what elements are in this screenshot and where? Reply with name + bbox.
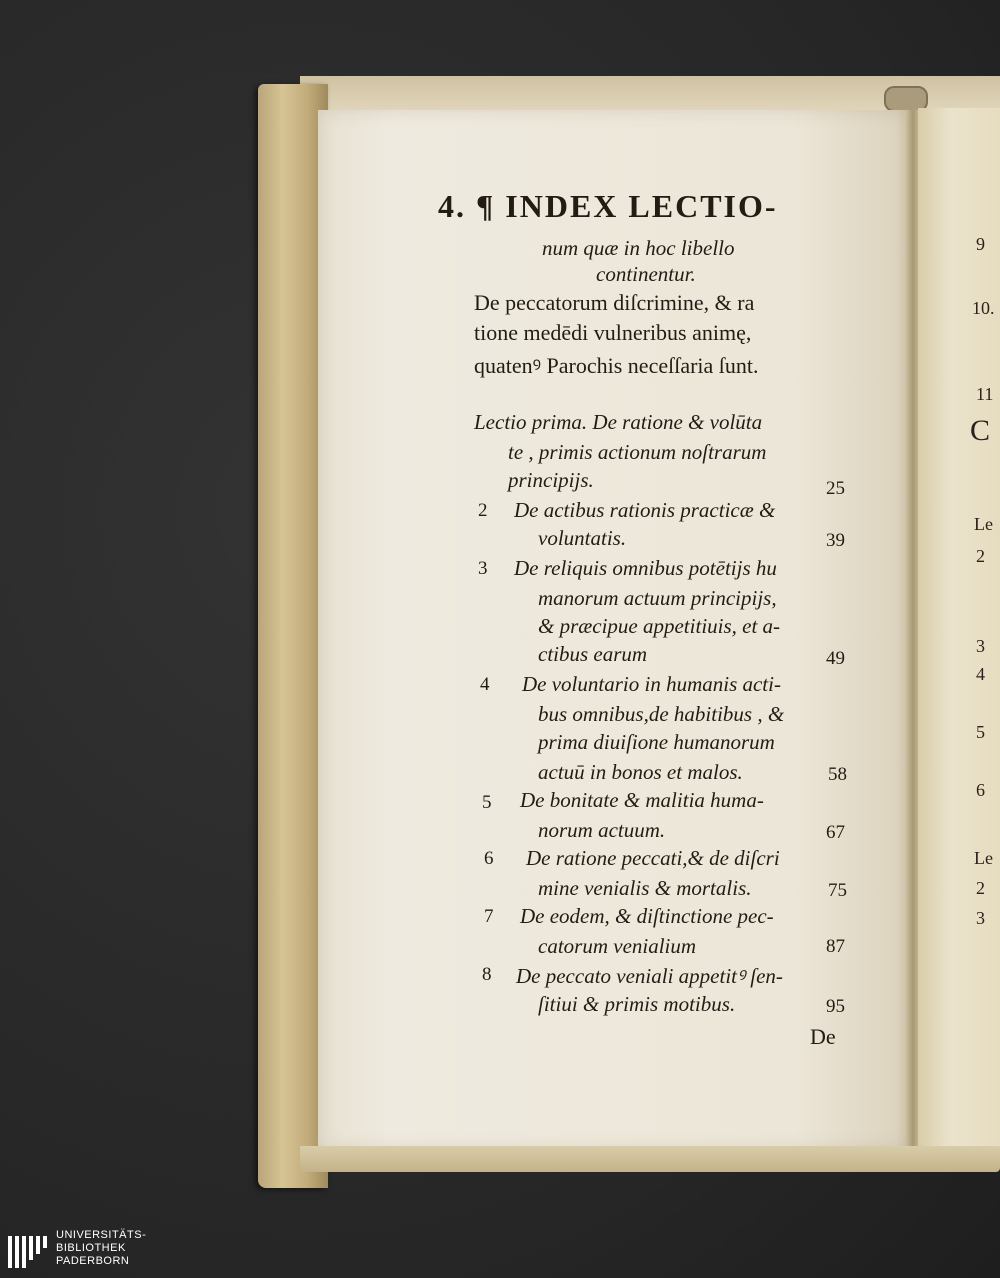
lectio-1-line-1: Lectio prima. De ratione & volūta xyxy=(474,410,763,434)
library-line-2: BIBLIOTHEK xyxy=(56,1242,126,1254)
lectio-1-line-3: principijs. xyxy=(508,468,594,492)
subtitle-line-2: continentur. xyxy=(596,262,696,286)
lectio-7-line-2: catorum venialium xyxy=(538,934,697,958)
right-margin-11: Le xyxy=(974,848,993,868)
right-margin-13: 3 xyxy=(976,908,985,928)
library-line-3: PADERBORN xyxy=(56,1255,130,1267)
lectio-6-page: 75 xyxy=(828,880,847,901)
lectio-2-line-2: voluntatis. xyxy=(538,526,627,550)
intro-line-1: De peccatorum diſcrimine, & ra xyxy=(474,290,755,315)
lectio-5-line-1: De bonitate & malitia huma- xyxy=(520,788,764,812)
intro-line-2: tione medēdi vulneribus animę, xyxy=(474,320,752,345)
lectio-2-number: 2 xyxy=(478,500,488,521)
right-margin-7: 3 xyxy=(976,636,985,656)
lectio-4-line-3: prima diuiſione humanorum xyxy=(538,730,775,754)
index-heading xyxy=(438,188,778,225)
subtitle-line-1: num quæ in hoc libello xyxy=(542,236,735,260)
lectio-3-line-2: manorum actuum principijs, xyxy=(538,586,777,610)
lectio-7-number: 7 xyxy=(484,906,494,927)
right-margin-2: 10. xyxy=(972,298,995,318)
library-name xyxy=(56,1229,146,1268)
heading-title: INDEX LECTIO- xyxy=(505,188,778,224)
right-margin-3: 11 xyxy=(976,384,994,404)
right-margin-9: 5 xyxy=(976,722,985,742)
lectio-3-number: 3 xyxy=(478,558,488,579)
lectio-1-line-2: te , primis actionum noſtrarum xyxy=(508,440,767,464)
lectio-3-page: 49 xyxy=(826,648,845,669)
lectio-5-number: 5 xyxy=(482,792,492,813)
lectio-7-page: 87 xyxy=(826,936,845,957)
lectio-4-line-1: De voluntario in humanis acti- xyxy=(522,672,781,696)
lectio-8-line-1: De peccato veniali appetitꝰ ſen- xyxy=(516,964,783,988)
page-number: 4. xyxy=(438,188,466,224)
lectio-2-page: 39 xyxy=(826,530,845,551)
right-margin-12: 2 xyxy=(976,878,985,898)
right-margin-10: 6 xyxy=(976,780,985,800)
lectio-6-line-2: mine venialis & mortalis. xyxy=(538,876,752,900)
library-line-1: UNIVERSITÄTS- xyxy=(56,1229,147,1241)
lectio-4-page: 58 xyxy=(828,764,847,785)
lectio-3-line-4: ctibus earum xyxy=(538,642,648,666)
lectio-4-number: 4 xyxy=(480,674,490,695)
lectio-2-line-1: De actibus rationis practicæ & xyxy=(514,498,776,522)
intro-line-3: quatenꝰ Parochis neceſſaria ſunt. xyxy=(474,353,759,378)
lectio-4-line-2: bus omnibus,de habitibus , & xyxy=(538,702,785,726)
lectio-6-line-1: De ratione peccati,& de diſcri xyxy=(526,846,780,870)
right-margin-1: 9 xyxy=(976,234,985,254)
lectio-5-line-2: norum actuum. xyxy=(538,818,666,842)
lectio-8-page: 95 xyxy=(826,996,845,1017)
lectio-8-number: 8 xyxy=(482,964,492,985)
lectio-4-line-4: actuū in bonos et malos. xyxy=(538,760,743,784)
library-logo-icon xyxy=(6,1232,50,1272)
lectio-3-line-1: De reliquis omnibus potētijs hu xyxy=(514,556,777,580)
right-margin-4: C xyxy=(970,414,991,447)
catchword: De xyxy=(810,1024,836,1049)
pilcrow-mark: ¶ xyxy=(476,188,496,224)
lectio-3-line-3: & præcipue appetitiuis, et a- xyxy=(538,614,781,638)
lectio-7-line-1: De eodem, & diſtinctione pec- xyxy=(520,904,774,928)
right-margin-8: 4 xyxy=(976,664,985,684)
lectio-8-line-2: ſitiui & primis motibus. xyxy=(538,992,736,1016)
right-margin-6: 2 xyxy=(976,546,985,566)
right-margin-5: Le xyxy=(974,514,993,534)
lectio-5-page: 67 xyxy=(826,822,845,843)
lectio-6-number: 6 xyxy=(484,848,494,869)
lectio-1-page: 25 xyxy=(826,478,845,499)
